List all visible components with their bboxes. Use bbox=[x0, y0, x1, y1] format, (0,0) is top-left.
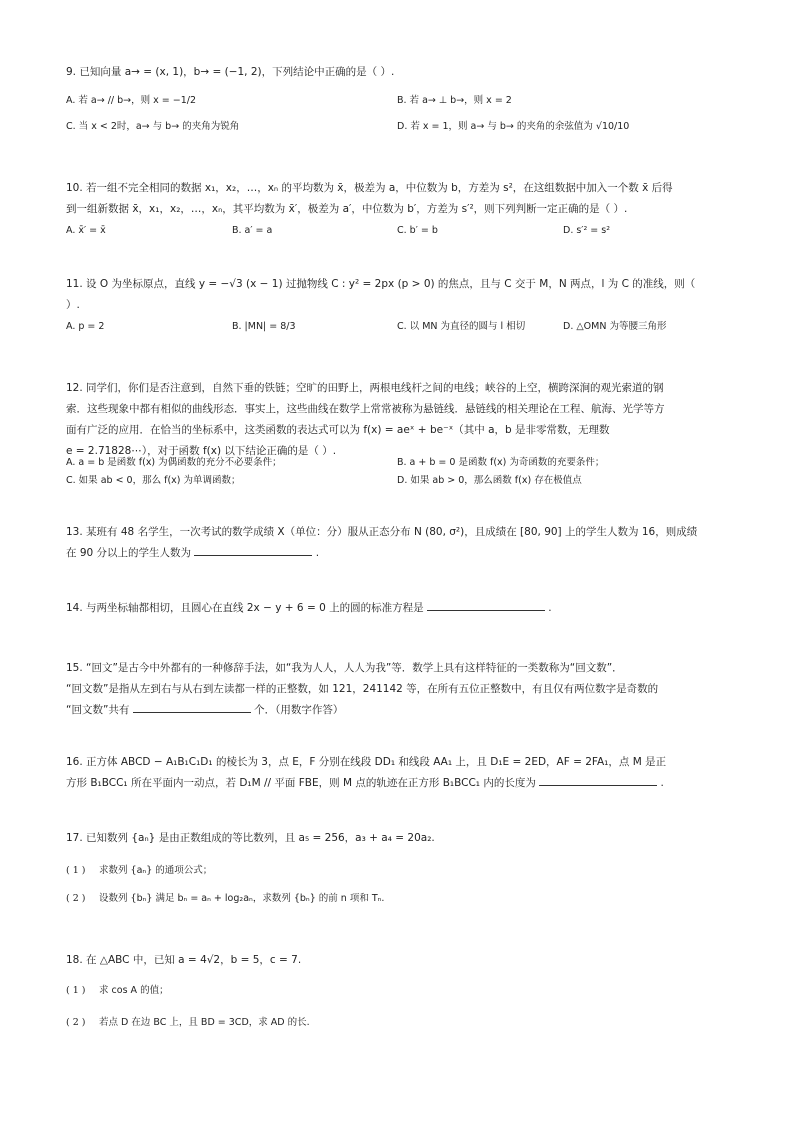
question-12-stem-line2: 索．这些现象中都有相似的曲线形态．事实上，这些曲线在数学上常常被称为悬链线．悬链线的相关理论在工程、航海、光学等方 bbox=[66, 403, 665, 415]
question-13-line2 bbox=[66, 543, 730, 564]
q17-sub2-text: 设数列 {bₙ} 满足 bₙ = aₙ + log₂aₙ，求数列 {bₙ} 的前 n 项和 Tₙ. bbox=[99, 893, 385, 904]
q12-option-a: A. a = b 是函数 f(x) 为偶函数的充分不必要条件； bbox=[66, 457, 282, 468]
question-14-end: . bbox=[548, 602, 552, 614]
q17-sub1-number: ( 1 ) bbox=[66, 865, 86, 876]
question-11-stem-line1: 11. 设 O 为坐标原点，直线 y = −√3 (x − 1) 过抛物线 C : y² = 2px (p > 0) 的焦点，且与 C 交于 M，N 两点，l 为 C 的准线，则（ bbox=[66, 278, 696, 290]
question-16-line2-text: 方形 B₁BCC₁ 所在平面内一动点，若 D₁M // 平面 FBE，则 M 点的轨迹在正方形 B₁BCC₁ 内的长度为 bbox=[66, 777, 536, 789]
question-15 bbox=[66, 658, 730, 721]
question-15-line2: “回文数”是指从左到右与从右到左读都一样的正整数，如 121，241142 等，在所有五位正整数中，有且仅有两位数字是奇数的 bbox=[66, 683, 659, 695]
q12-option-d: D. 如果 ab > 0，那么函数 f(x) 存在极值点 bbox=[397, 475, 582, 486]
q18-sub2-number: ( 2 ) bbox=[66, 1017, 86, 1028]
question-17-stem: 17. 已知数列 {aₙ} 是由正数组成的等比数列，且 a₅ = 256，a₃ + a₄ = 20a₂. bbox=[66, 832, 435, 844]
q9-option-b: B. 若 a→ ⊥ b→，则 x = 2 bbox=[397, 95, 512, 106]
question-9-stem: 9. 已知向量 a→ = (x, 1)，b→ = (−1, 2)，下列结论中正确的是（ ）. bbox=[66, 66, 395, 78]
answer-blank-16[interactable] bbox=[539, 773, 657, 786]
q18-sub1-number: ( 1 ) bbox=[66, 985, 86, 996]
q12-option-b: B. a + b = 0 是函数 f(x) 为奇函数的充要条件； bbox=[397, 457, 605, 468]
q10-option-d: D. s′² = s² bbox=[563, 225, 611, 236]
q11-option-b: B. |MN| = 8/3 bbox=[232, 321, 296, 332]
q9-option-c: C. 当 x < 2时，a→ 与 b→ 的夹角为锐角 bbox=[66, 121, 240, 132]
question-14-text: 14. 与两坐标轴都相切，且圆心在直线 2x − y + 6 = 0 上的圆的标准方程是 bbox=[66, 602, 424, 614]
question-18-stem: 18. 在 △ABC 中，已知 a = 4√2，b = 5，c = 7. bbox=[66, 954, 302, 966]
question-16 bbox=[66, 752, 730, 794]
question-11-stem-line2: ）. bbox=[66, 299, 80, 311]
q12-option-c: C. 如果 ab < 0，那么 f(x) 为单调函数； bbox=[66, 475, 241, 486]
q17-subquestion-1 bbox=[66, 864, 212, 878]
q10-option-a: A. x̄′ = x̄ bbox=[66, 225, 106, 236]
q9-option-a: A. 若 a→ // b→，则 x = −1/2 bbox=[66, 95, 196, 106]
q17-subquestion-2 bbox=[66, 892, 384, 906]
question-12-stem-line1: 12. 同学们，你们是否注意到，自然下垂的铁链；空旷的田野上，两根电线杆之间的电线；峡谷的上空，横跨深涧的观光索道的钢 bbox=[66, 382, 664, 394]
q9-option-d: D. 若 x = 1，则 a→ 与 b→ 的夹角的余弦值为 √10/10 bbox=[397, 121, 630, 132]
q11-option-a: A. p = 2 bbox=[66, 321, 105, 332]
question-12-stem-line3: 面有广泛的应用．在恰当的坐标系中，这类函数的表达式可以为 f(x) = aeˣ + be⁻ˣ（其中 a，b 是非零常数，无理数 bbox=[66, 424, 610, 436]
question-13-line1: 13. 某班有 48 名学生，一次考试的数学成绩 X（单位：分）服从正态分布 N (80, σ²)，且成绩在 [80, 90] 上的学生人数为 16，则成绩 bbox=[66, 526, 698, 538]
question-17 bbox=[66, 828, 730, 849]
question-11 bbox=[66, 274, 730, 316]
question-12 bbox=[66, 378, 730, 462]
question-15-line3 bbox=[66, 700, 730, 721]
question-16-line2-end: . bbox=[660, 777, 664, 789]
question-18 bbox=[66, 950, 730, 971]
question-13 bbox=[66, 522, 730, 564]
q17-sub2-number: ( 2 ) bbox=[66, 893, 86, 904]
q18-sub1-text: 求 cos A 的值； bbox=[99, 985, 169, 996]
question-10 bbox=[66, 178, 730, 220]
answer-blank-14[interactable] bbox=[427, 598, 545, 611]
question-16-line2 bbox=[66, 773, 730, 794]
question-15-line1: 15. “回文”是古今中外都有的一种修辞手法，如“我为人人，人人为我”等．数学上具有这样特征的一类数称为“回文数”． bbox=[66, 662, 623, 674]
question-12-stem-line4: e = 2.71828⋯），对于函数 f(x) 以下结论正确的是（ ）. bbox=[66, 445, 337, 457]
question-15-line3-end: 个．（用数字作答） bbox=[254, 704, 344, 716]
question-13-line2-text: 在 90 分以上的学生人数为 bbox=[66, 547, 192, 559]
question-16-line1: 16. 正方体 ABCD − A₁B₁C₁D₁ 的棱长为 3，点 E，F 分别在线段 DD₁ 和线段 AA₁ 上，且 D₁E = 2ED，AF = 2FA₁，点 M 是正 bbox=[66, 756, 667, 768]
question-14 bbox=[66, 598, 730, 619]
question-13-line2-end: . bbox=[315, 547, 320, 559]
q11-option-c: C. 以 MN 为直径的圆与 l 相切 bbox=[397, 321, 526, 332]
q18-subquestion-2 bbox=[66, 1016, 310, 1030]
q10-option-c: C. b′ = b bbox=[397, 225, 438, 236]
answer-blank-15[interactable] bbox=[133, 700, 251, 713]
question-10-stem-line2: 到一组新数据 x̄，x₁，x₂，…，xₙ，其平均数为 x̄′，极差为 a′，中位数为 b′，方差为 s′²，则下列判断一定正确的是（ ）. bbox=[66, 203, 628, 215]
q10-option-b: B. a′ = a bbox=[232, 225, 273, 236]
q18-subquestion-1 bbox=[66, 984, 169, 998]
q18-sub2-text: 若点 D 在边 BC 上，且 BD = 3CD，求 AD 的长. bbox=[99, 1017, 310, 1028]
q11-option-d: D. △OMN 为等腰三角形 bbox=[563, 321, 667, 332]
answer-blank-13[interactable] bbox=[194, 543, 312, 556]
question-10-stem-line1: 10. 若一组不完全相同的数据 x₁，x₂，…，xₙ 的平均数为 x̄，极差为 a，中位数为 b，方差为 s²，在这组数据中加入一个数 x̄ 后得 bbox=[66, 182, 673, 194]
question-9 bbox=[66, 62, 730, 83]
question-15-line3-text: “回文数”共有 bbox=[66, 704, 130, 716]
q17-sub1-text: 求数列 {aₙ} 的通项公式； bbox=[99, 865, 213, 876]
